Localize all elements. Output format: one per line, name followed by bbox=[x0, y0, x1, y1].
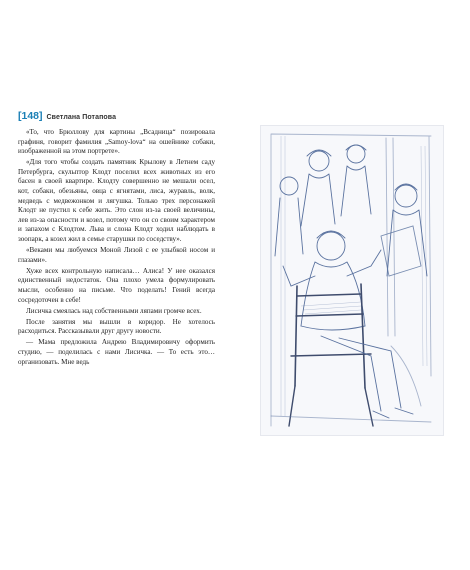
page-number: [148] bbox=[18, 110, 43, 122]
running-header bbox=[18, 110, 215, 122]
sketch-illustration bbox=[260, 125, 444, 436]
paragraph: После занятия мы вышли в коридор. Не хотелось расходиться. Рассказывали друг другу новости. bbox=[18, 317, 215, 336]
left-page bbox=[18, 110, 215, 369]
sketch-lines bbox=[271, 134, 431, 426]
paragraph: Лисичка смеялась над собственными ляпами громче всех. bbox=[26, 306, 202, 315]
paragraph: «Веками мы любуемся Моной Лизой с ее улыбкой носом и глазами». bbox=[18, 246, 215, 264]
paragraph: «То, что Брюллову для картины „Всадница“ позировала графиня, говорит фамилия „Samoy-lova“ на ошейнике собаки, изображенной на этом портрете». bbox=[18, 128, 215, 156]
author-name: Светлана Потапова bbox=[46, 114, 117, 121]
paragraph: Хуже всех контрольную написала… Алиса! У нее оказался единственный недостаток. Она плохо умела формулировать мысли, особенно на письме. Что поделать! Гений всегда сосредоточен в себе! bbox=[18, 266, 215, 304]
paragraph: — Мама предложила Андрею Владимировичу оформить студию, — поделилась с нами Лисичка. — То есть это… организовать. Мне ведь bbox=[18, 338, 215, 366]
paragraph: «Для того чтобы создать памятник Крылову в Летнем саду Петербурга, скульптор Клодт поселил всех животных из его басен в своей квартире. Клодту совершенно не мешали осел, кот, собаки, обезьяны, овца с ягнятами, лиса, журавль, волк, медведь с медвежонком и лягушка. Только трех персонажей Клодт не пустил к себе жить. Это слон из-за своей величины, лев из-за опасности и козел, потому что он со своим характером и запахом с Клодтом. Льва и слона Клодт ходил наблюдать в зоопарк, а козел жил в семье старушки по соседству». bbox=[18, 158, 215, 244]
body-text bbox=[18, 128, 215, 367]
pencil-sketch-illustration bbox=[261, 126, 443, 435]
